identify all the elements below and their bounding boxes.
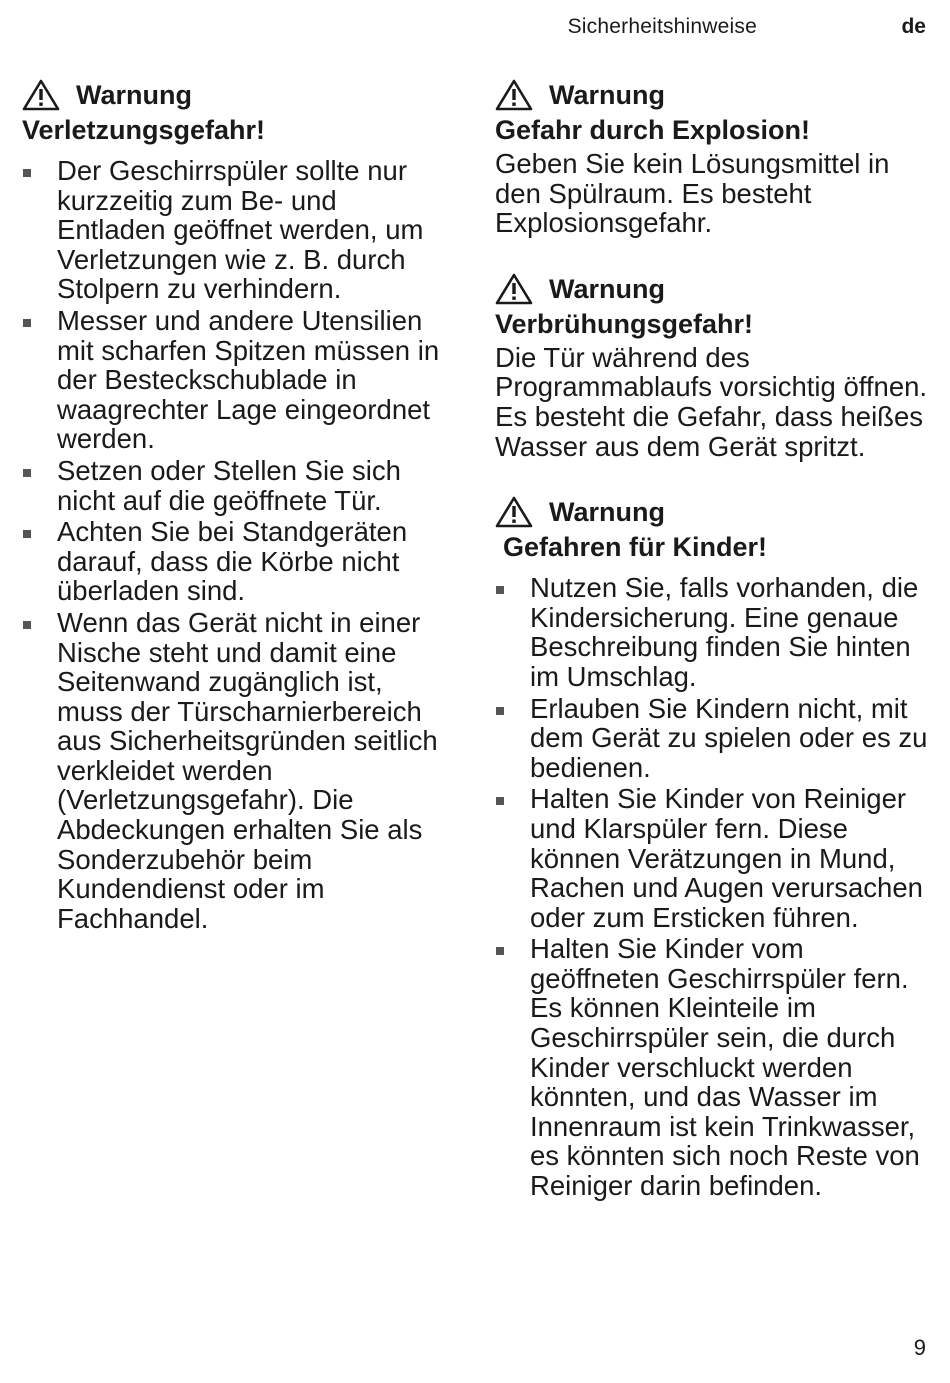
warning-label: Warnung (76, 80, 192, 110)
warning-triangle-icon (495, 273, 533, 305)
left-column (22, 78, 452, 967)
list-item: Erlauben Sie Kindern nicht, mit dem Gerät zu spielen oder es zu bedienen. (495, 694, 930, 783)
list-item: Wenn das Gerät nicht in einer Nische steht und damit eine Seitenwand zugänglich ist, muss der Türscharnierbereich aus Sicherheitsgründen seitlich verkleidet werden (Verletzungsgefahr). Die Abdeckungen erhalten Sie als Sonderzubehör beim Kundendienst oder im Fachhandel. (22, 608, 452, 934)
bullet-square-icon (496, 586, 504, 594)
page-number: 9 (913, 1335, 926, 1360)
bullet-square-icon (23, 621, 31, 629)
warning-triangle-icon (22, 79, 60, 111)
warning-title: Gefahren für Kinder! (503, 532, 768, 563)
list-item: Messer und andere Utensilien mit scharfen Spitzen müssen in der Besteckschublade in waagrechter Lage eingeordnet werden. (22, 306, 452, 454)
warning-heading (495, 78, 930, 112)
header-section-title: Sicherheitshinweise (567, 15, 757, 38)
warning-label: Warnung (549, 497, 665, 528)
list-item: Achten Sie bei Standgeräten darauf, dass die Körbe nicht überladen sind. (22, 517, 452, 606)
list-item: Setzen oder Stellen Sie sich nicht auf die geöffnete Tür. (22, 456, 452, 515)
warning-triangle-icon (495, 79, 533, 111)
warning-label: Warnung (549, 80, 665, 110)
list-item: Halten Sie Kinder vom geöffneten Geschirrspüler fern. Es können Kleinteile im Geschirrspüler sein, die durch Kinder verschluckt werden könnten, und das Wasser im Innenraum ist kein Trinkwasser, es könnten sich noch Reste von Reiniger darin befinden. (495, 934, 930, 1200)
children-list (495, 573, 930, 1200)
warning-text: Geben Sie kein Lösungsmittel in den Spülraum. Es besteht Explosionsgefahr. (495, 148, 890, 239)
bullet-square-icon (23, 169, 31, 177)
warning-injury (22, 78, 452, 933)
warning-triangle-icon (495, 496, 533, 528)
injury-list (22, 156, 452, 933)
warning-scald (495, 272, 930, 461)
warning-children (495, 495, 930, 1200)
warning-label: Warnung (549, 273, 665, 304)
header-language-code: de (901, 15, 926, 38)
warning-heading (495, 495, 930, 529)
warning-text: Die Tür während des Programmablaufs vorsichtig öffnen. Es besteht die Gefahr, dass heißes Wasser aus dem Gerät spritzt. (495, 341, 928, 462)
bullet-square-icon (23, 530, 31, 538)
bullet-square-icon (23, 469, 31, 477)
list-item: Nutzen Sie, falls vorhanden, die Kindersicherung. Eine genaue Beschreibung finden Sie hinten im Umschlag. (495, 573, 930, 691)
list-item: Halten Sie Kinder von Reiniger und Klarspüler fern. Diese können Verätzungen in Mund, Rachen und Augen verursachen oder zum Ersticken führen. (495, 784, 930, 932)
warning-title: Gefahr durch Explosion! (495, 115, 811, 145)
warning-heading (495, 272, 930, 306)
warning-heading (22, 78, 452, 112)
bullet-square-icon (23, 319, 31, 327)
bullet-square-icon (496, 947, 504, 955)
list-item: Der Geschirrspüler sollte nur kurzzeitig zum Be- und Entladen geöffnet werden, um Verletzungen wie z. B. durch Stolpern zu verhindern. (22, 156, 452, 304)
bullet-square-icon (496, 797, 504, 805)
warning-title: Verletzungsgefahr! (22, 115, 266, 145)
right-column (495, 78, 930, 1235)
bullet-square-icon (496, 707, 504, 715)
warning-title: Verbrühungsgefahr! (495, 308, 754, 339)
warning-explosion (495, 78, 930, 238)
